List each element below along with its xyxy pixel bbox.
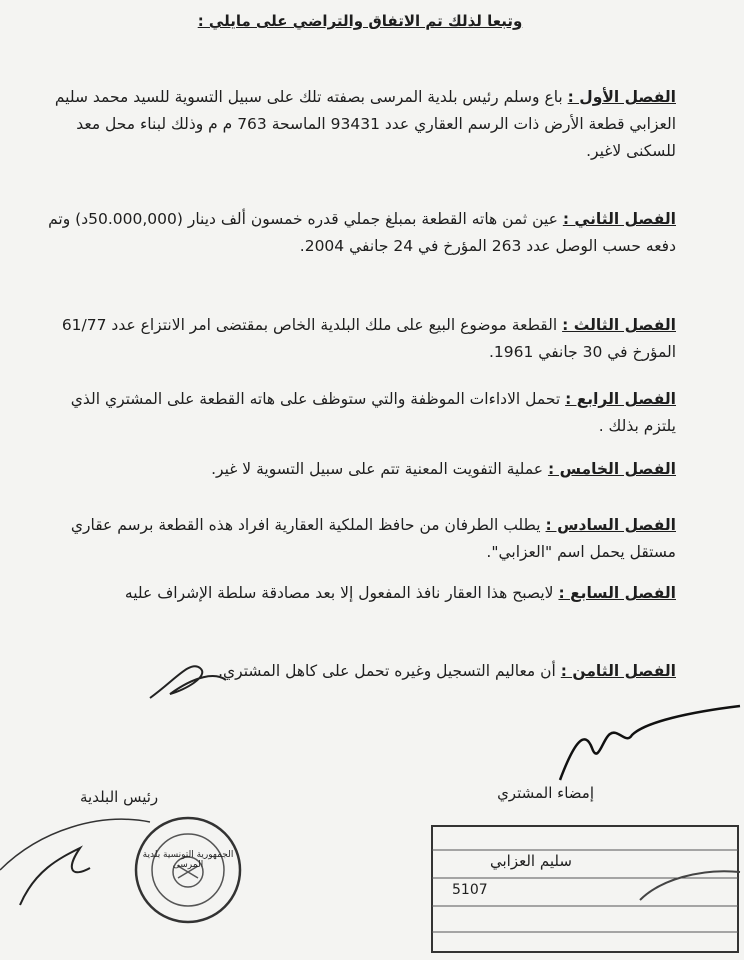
article-4-body: تحمل الاداءات الموظفة والتي ستوظف على هاته القطعة على المشتري الذي يلتزم بذلك . (70, 390, 676, 435)
buyer-signature-label: إمضاء المشتري (497, 784, 594, 802)
article-6-head: الفصل السادس : (545, 516, 676, 534)
article-3-body: القطعة موضوع البيع على ملك البلدية الخاص بمقتضى امر الانتزاع عدد 61/77 المؤرخ في 30 جانفي 1961. (61, 316, 676, 361)
buyer-signature (560, 706, 740, 780)
article-5-head: الفصل الخامس : (547, 460, 676, 478)
article-8-body: أن معاليم التسجيل وغيره تحمل على كاهل المشتري. (218, 662, 556, 680)
registration-stamp-name: سليم العزابي (490, 852, 572, 870)
article-4-head: الفصل الرابع : (565, 390, 676, 408)
mayor-signature-label: رئيس البلدية (80, 788, 159, 806)
article-5-body: عملية التفويت المعنية تتم على سبيل التسوية لا غير. (211, 460, 544, 478)
article-1-body: باع وسلم رئيس بلدية المرسى بصفته تلك على سبيل التسوية للسيد محمد سليم العزابي قطعة الأرض ذات الرسم العقاري عدد 93431 الماسحة 763 م م وذلك لبناء محل معد للسكنى لاغير. (54, 88, 676, 160)
article-2-head: الفصل الثاني : (562, 210, 676, 228)
agreement-header: وتبعا لذلك تم الاتفاق والتراضي على مايلي : (197, 12, 523, 30)
article-3-head: الفصل الثالث : (562, 316, 676, 334)
article-8-head: الفصل الثامن : (560, 662, 676, 680)
article-2-body: عين ثمن هاته القطعة بمبلغ جملي قدره خمسون ألف دينار (50.000,000د) وتم دفعه حسب الوصل عدد 263 المؤرخ في 24 جانفي 2004. (48, 210, 676, 255)
article-8-signature (150, 666, 226, 698)
article-1-head: الفصل الأول : (567, 88, 676, 106)
municipal-seal (136, 818, 240, 922)
mayor-signature (20, 848, 90, 905)
article-7-body: لايصبح هذا العقار نافذ المفعول إلا بعد مصادقة سلطة الإشراف عليه (124, 584, 554, 602)
registration-stamp-number: 5107 (452, 882, 488, 898)
article-7-head: الفصل السابع : (558, 584, 676, 602)
article-6-body: يطلب الطرفان من حافظ الملكية العقارية افراد هذه القطعة برسم عقاري مستقل يحمل اسم "العزابي". (70, 516, 676, 561)
municipal-seal-text: الجمهورية التونسية بلدية المرسى (142, 850, 234, 870)
